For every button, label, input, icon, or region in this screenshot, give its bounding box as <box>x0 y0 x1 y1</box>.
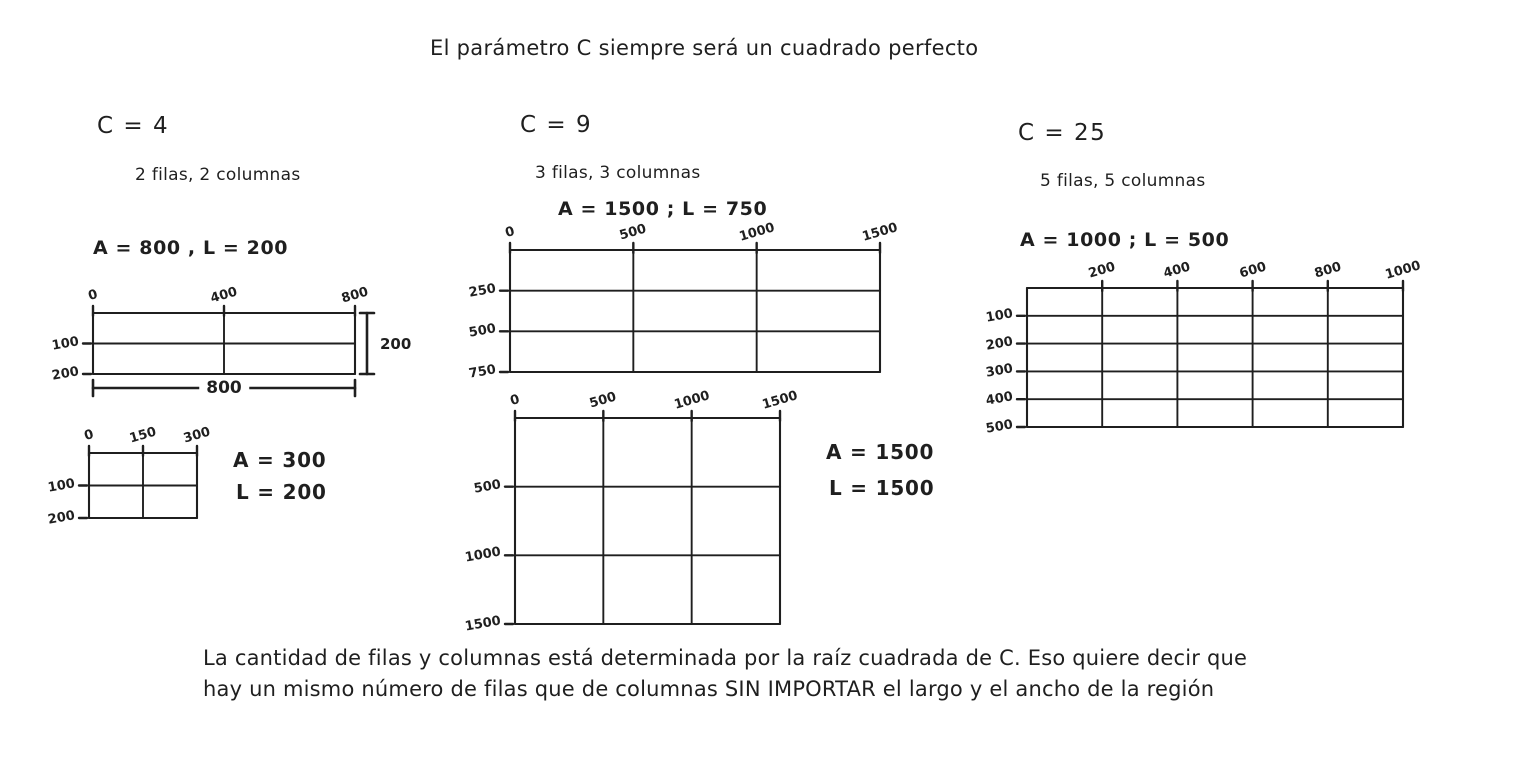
c25-subheading: 5 filas, 5 columnas <box>1040 171 1206 191</box>
c9-square-grid <box>463 388 800 635</box>
x-tick-label: 400 <box>1162 259 1193 282</box>
x-tick-label: 1000 <box>672 388 712 413</box>
x-tick-label: 500 <box>588 389 619 412</box>
y-tick-label: 300 <box>984 361 1015 382</box>
c9-square-grid-area-label: A = 1500 <box>826 440 935 464</box>
grid-lines <box>515 418 780 624</box>
grid-lines <box>89 453 197 518</box>
x-tick-label: 400 <box>208 284 240 307</box>
c9-subheading: 3 filas, 3 columnas <box>535 163 701 183</box>
height-dimension-label: 200 <box>373 335 418 353</box>
c4-small-grid-length-label: L = 200 <box>236 480 327 504</box>
y-tick-label: 200 <box>984 333 1015 354</box>
y-tick-label: 1000 <box>463 544 503 566</box>
x-tick-label: 1000 <box>737 220 777 245</box>
grid-lines <box>93 313 355 374</box>
x-tick-label: 150 <box>127 424 159 447</box>
x-tick-label: 1500 <box>760 388 800 413</box>
c9-square-grid-length-label: L = 1500 <box>829 476 935 500</box>
y-tick-label: 200 <box>50 364 81 384</box>
footer-line-1: La cantidad de filas y columnas está determinada por la raíz cuadrada de C. Eso quiere decir que <box>203 646 1248 670</box>
c4-main-grid <box>50 284 412 398</box>
y-tick-label: 500 <box>467 321 498 342</box>
y-tick-label: 500 <box>472 476 503 497</box>
x-tick-label: 500 <box>618 221 649 244</box>
y-tick-label: 200 <box>46 508 77 528</box>
c4-small-grid-area-label: A = 300 <box>233 448 327 472</box>
x-tick-label: 200 <box>1087 259 1118 282</box>
x-tick-label: 300 <box>181 424 213 447</box>
c25-heading: C = 25 <box>1018 120 1107 146</box>
c4-grid1-params-label: A = 800 , L = 200 <box>93 237 289 259</box>
x-tick-label: 800 <box>339 284 371 307</box>
c4-subheading: 2 filas, 2 columnas <box>135 165 301 185</box>
grid-lines <box>1027 288 1403 427</box>
y-tick-label: 100 <box>46 475 77 496</box>
y-tick-label: 1500 <box>463 613 503 635</box>
x-tick-label: 0 <box>508 392 522 409</box>
footer-line-2: hay un mismo número de filas que de columnas SIN IMPORTAR el largo y el ancho de la región <box>203 677 1215 701</box>
x-tick-label: 0 <box>86 287 100 304</box>
y-tick-label: 100 <box>50 333 81 354</box>
y-tick-label: 100 <box>984 306 1015 326</box>
y-tick-label: 400 <box>984 389 1015 409</box>
c9-heading: C = 9 <box>520 112 593 138</box>
c25-main-grid <box>984 258 1423 437</box>
c25-grid1-params-label: A = 1000 ; L = 500 <box>1020 229 1230 251</box>
x-tick-label: 1000 <box>1383 258 1423 283</box>
x-tick-label: 600 <box>1237 259 1268 282</box>
y-tick-label: 250 <box>467 280 498 301</box>
x-tick-label: 1500 <box>860 220 900 245</box>
y-tick-label: 750 <box>467 362 498 382</box>
c4-small-grid <box>46 424 213 528</box>
grid-lines <box>510 250 880 372</box>
y-tick-label: 500 <box>984 417 1015 437</box>
x-tick-label: 0 <box>503 224 517 241</box>
x-tick-label: 800 <box>1312 259 1343 282</box>
c9-wide-grid <box>467 220 900 382</box>
width-dimension-label: 800 <box>199 378 249 398</box>
c4-heading: C = 4 <box>97 113 170 139</box>
page-title: El parámetro C siempre será un cuadrado perfecto <box>430 36 979 60</box>
x-tick-label: 0 <box>82 427 96 444</box>
footer-note <box>203 643 1247 705</box>
c9-grid1-params-label: A = 1500 ; L = 750 <box>558 198 768 220</box>
